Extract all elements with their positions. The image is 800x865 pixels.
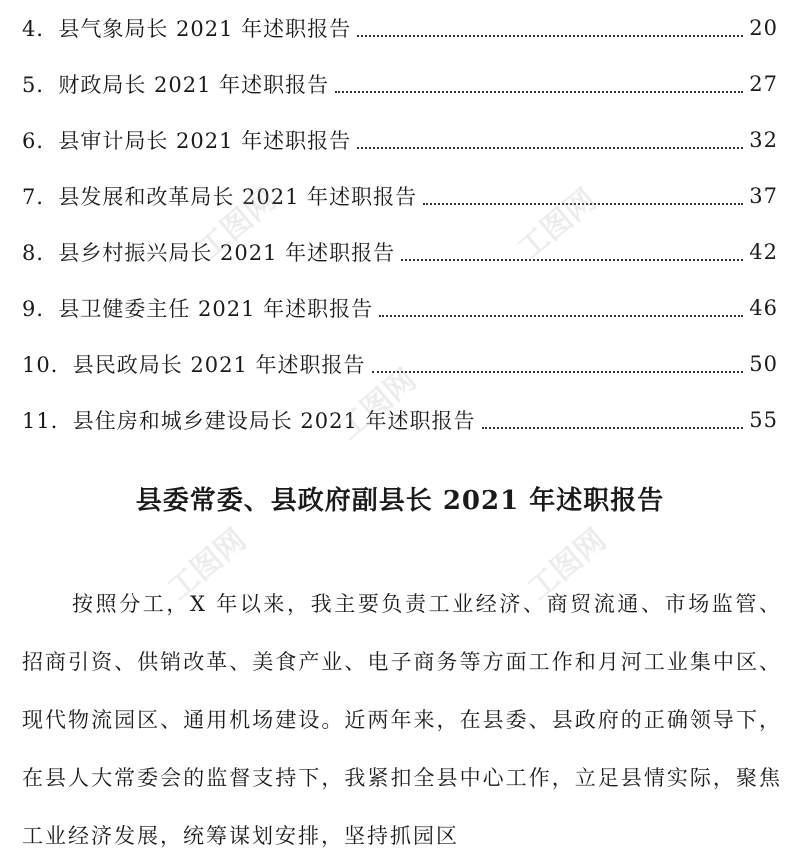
section-title: 县委常委、县政府副县长 2021 年述职报告 [135, 486, 665, 516]
watermark-logo: 工图网 [521, 522, 613, 608]
toc-leader-dots [372, 371, 744, 373]
table-of-contents [22, 0, 778, 448]
toc-page-number: 32 [749, 128, 778, 152]
toc-title: 财政局长 2021 年述职报告 [58, 73, 330, 97]
toc-leader-dots [379, 315, 743, 317]
watermark-logo: 工图网 [161, 522, 253, 608]
body-paragraph: 按照分工，X 年以来，我主要负责工业经济、商贸流通、市场监管、招商引资、供销改革、美食产业、电子商务等方面工作和月河工业集中区、现代物流园区、通用机场建设。近两年来，在县委、县政府的正确领导下，在县人大常委会的监督支持下，我紧扣全县中心工作，立足县情实际，聚焦工业经济发展，统筹谋划安排，坚持抓园区 [22, 592, 782, 848]
toc-leader-dots [357, 147, 743, 149]
toc-entry[interactable] [22, 336, 778, 392]
toc-page-number: 55 [749, 408, 778, 432]
toc-leader-dots [423, 203, 743, 205]
toc-number: 9． [22, 297, 59, 321]
toc-entry[interactable] [22, 0, 778, 56]
watermark-logo: 工图网 [511, 182, 603, 268]
toc-entry[interactable] [22, 168, 778, 224]
toc-leader-dots [335, 91, 743, 93]
toc-leader-dots [482, 427, 744, 429]
toc-number: 4． [22, 17, 59, 41]
toc-title: 县住房和城乡建设局长 2021 年述职报告 [72, 409, 476, 433]
watermark-logo: 工图网 [191, 182, 283, 268]
toc-leader-dots [401, 259, 743, 261]
toc-number: 7． [22, 185, 59, 209]
toc-entry[interactable] [22, 112, 778, 168]
toc-number: 5． [22, 73, 59, 97]
toc-number: 6． [22, 129, 59, 153]
toc-page-number: 46 [749, 296, 778, 320]
toc-page-number: 42 [749, 240, 778, 264]
toc-title: 县气象局长 2021 年述职报告 [58, 17, 352, 41]
toc-page-number: 37 [749, 184, 778, 208]
toc-title: 县发展和改革局长 2021 年述职报告 [58, 185, 418, 209]
toc-number: 8． [22, 241, 59, 265]
toc-entry[interactable] [22, 56, 778, 112]
toc-page-number: 50 [749, 352, 778, 376]
toc-title: 县民政局长 2021 年述职报告 [72, 353, 366, 377]
toc-title: 县乡村振兴局长 2021 年述职报告 [58, 241, 396, 265]
toc-title: 县审计局长 2021 年述职报告 [58, 129, 352, 153]
toc-leader-dots [357, 35, 743, 37]
toc-entry[interactable] [22, 392, 778, 448]
watermark-logo: 工图网 [331, 362, 423, 448]
toc-title: 县卫健委主任 2021 年述职报告 [58, 297, 374, 321]
toc-number: 11． [22, 409, 73, 433]
toc-entry[interactable] [22, 280, 778, 336]
toc-page-number: 20 [749, 16, 778, 40]
toc-page-number: 27 [749, 72, 778, 96]
toc-number: 10． [22, 353, 73, 377]
toc-entry[interactable] [22, 224, 778, 280]
